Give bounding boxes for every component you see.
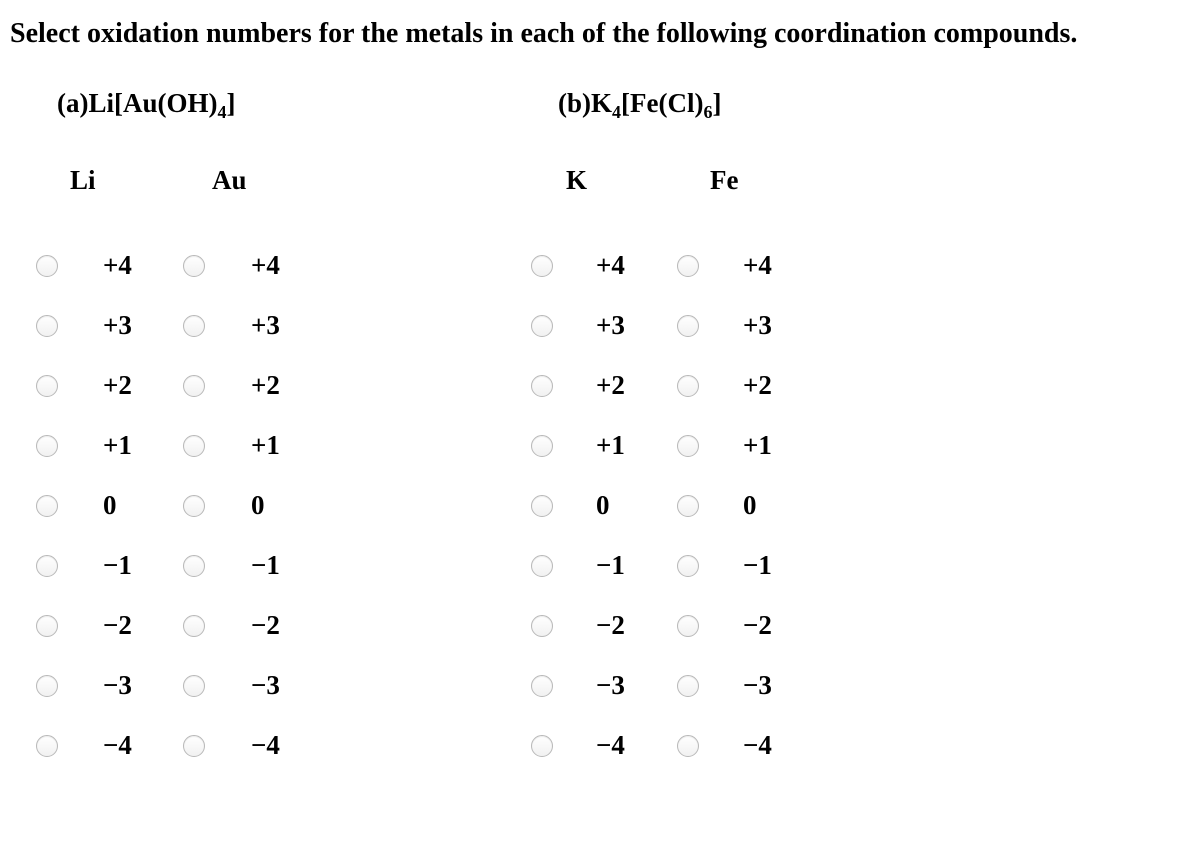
radio-button[interactable] [183, 375, 205, 397]
radio-button[interactable] [531, 495, 553, 517]
metal-label-li: Li [70, 165, 96, 195]
radio-button[interactable] [183, 435, 205, 457]
question-title: Select oxidation numbers for the metals in each of the following coordination compounds. [10, 18, 1078, 49]
radio-button[interactable] [36, 675, 58, 697]
radio-button[interactable] [36, 555, 58, 577]
radio-button[interactable] [36, 375, 58, 397]
radio-button[interactable] [677, 675, 699, 697]
radio-button[interactable] [531, 435, 553, 457]
radio-button[interactable] [183, 555, 205, 577]
radio-button[interactable] [677, 375, 699, 397]
radio-button[interactable] [677, 735, 699, 757]
metal-label-au: Au [212, 165, 247, 195]
metal-label-k: K [566, 165, 588, 195]
radio-button[interactable] [183, 615, 205, 637]
radio-button[interactable] [677, 555, 699, 577]
radio-button[interactable] [36, 735, 58, 757]
radio-button[interactable] [677, 435, 699, 457]
radio-button[interactable] [677, 495, 699, 517]
radio-button[interactable] [36, 495, 58, 517]
radio-button[interactable] [531, 555, 553, 577]
radio-button[interactable] [36, 255, 58, 277]
radio-button[interactable] [36, 615, 58, 637]
radio-button[interactable] [531, 735, 553, 757]
radio-button[interactable] [183, 735, 205, 757]
radio-button[interactable] [531, 315, 553, 337]
compound-b-label: $(b)K_4[Fe(Cl)_6]$ [558, 88, 722, 122]
radio-button[interactable] [183, 315, 205, 337]
radio-button[interactable] [677, 255, 699, 277]
radio-button[interactable] [183, 675, 205, 697]
radio-button[interactable] [531, 615, 553, 637]
radio-button[interactable] [677, 615, 699, 637]
radio-button[interactable] [531, 255, 553, 277]
radio-button[interactable] [36, 435, 58, 457]
radio-button[interactable] [531, 375, 553, 397]
radio-button[interactable] [183, 255, 205, 277]
radio-button[interactable] [183, 495, 205, 517]
radio-button[interactable] [36, 315, 58, 337]
metal-label-fe: Fe [710, 165, 739, 195]
radio-button[interactable] [677, 315, 699, 337]
radio-button[interactable] [531, 675, 553, 697]
compound-a-label: $(a)Li[Au(OH)_4]$ [57, 88, 236, 122]
